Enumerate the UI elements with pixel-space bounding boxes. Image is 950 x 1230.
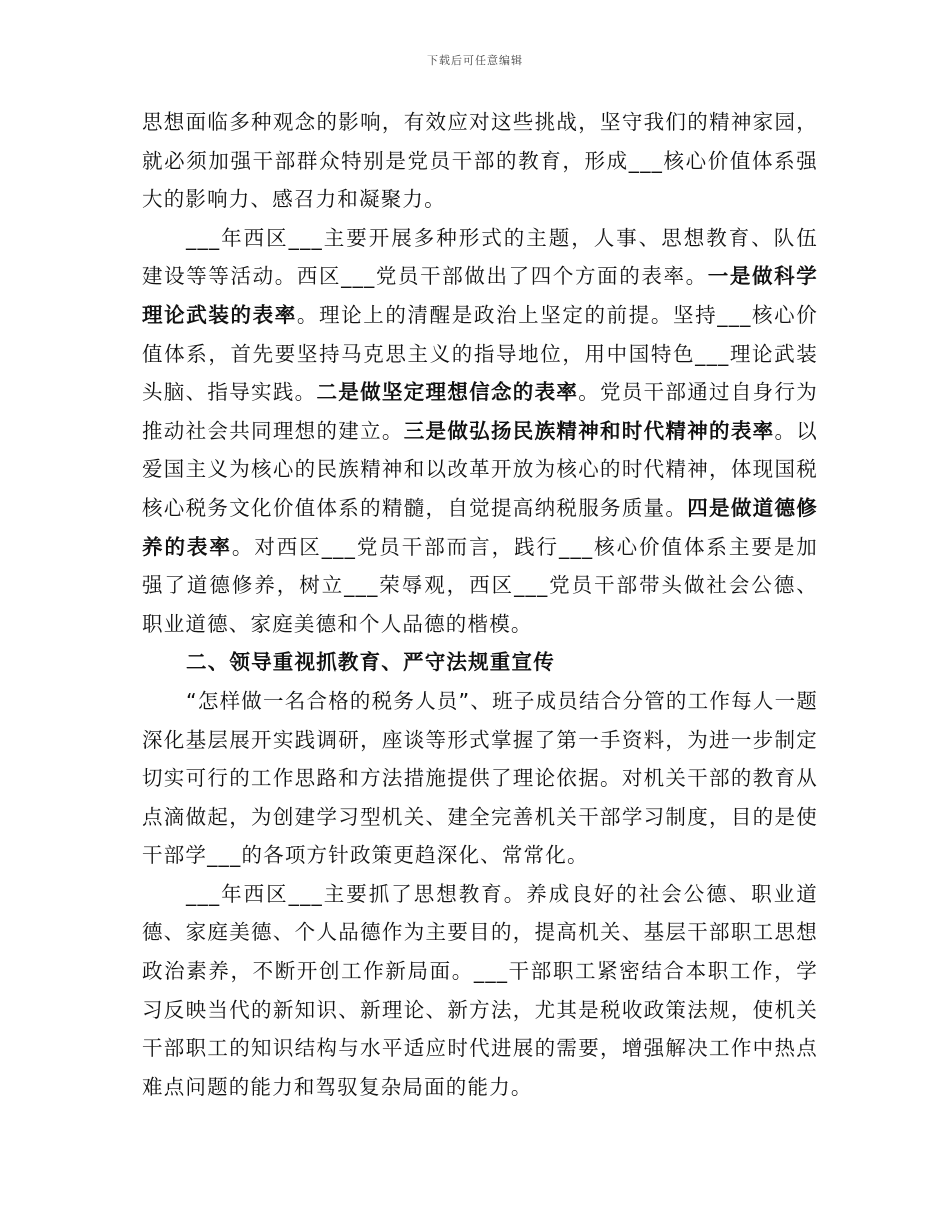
paragraph-3: “怎样做一名合格的税务人员”、班子成员结合分管的工作每人一题深化基层展开实践调研，座谈等形式掌握了第一手资料，为进一步制定切实可行的工作思路和方法措施提供了理论依据。对机关干部的教育从点滴做起，为创建学习型机关、建全完善机关干部学习制度，目的是使干部学___的各项方针政策更趋深化、常常化。 [142,688,818,868]
paragraph-2-bold-2: 二是做坚定理想信念的表率 [316,380,579,405]
paragraph-4: ___年西区___主要抓了思想教育。养成良好的社会公德、职业道德、家庭美德、个人品德作为主要目的，提高机关、基层干部职工思想政治素养，不断开创工作新局面。___干部职工紧密结合本职工作，学习反映当代的新知识、新理论、新方法，尤其是税收政策法规，使机关干部职工的知识结构与水平适应时代进展的需要，增强解决工作中热点难点问题的能力和驾驭复杂局面的能力。 [142,881,818,1099]
paragraph-1: 思想面临多种观念的影响，有效应对这些挑战，坚守我们的精神家园，就必须加强干部群众特别是党员干部的教育，形成___核心价值体系强大的影响力、感召力和凝聚力。 [142,110,818,212]
paragraph-2-text-3: 。党员干部通过自身行为推动社会共同理想的建立。 [142,380,818,443]
paragraph-2-text-2: 。理论上的清醒是政治上坚定的前提。坚持___核心价值体系，首先要坚持马克思主义的指导地位，用中国特色___理论武装头脑、指导实践。 [142,302,819,405]
paragraph-2-bold-1: 一是做科学理论武装的表率 [142,264,818,327]
paragraph-2 [142,219,818,644]
section-heading-2: 二、领导重视抓教育、严守法规重宣传 [186,650,555,675]
paragraph-2-text-4: 。以爱国主义为核心的民族精神和以改革开放为核心的时代精神，体现国税核心税务文化价值体系的精髓，自觉提高纳税服务质量。 [142,418,818,520]
paragraph-2-text-1: ___年西区___主要开展多种形式的主题，人事、思想教育、队伍建设等等活动。西区___党员干部做出了四个方面的表率。 [142,225,818,289]
paragraph-2-bold-4: 四是做道德修养的表率 [142,495,818,559]
document-body [142,103,818,1106]
paragraph-2-text-5: 。对西区___党员干部而言，践行___核心价值体系主要是加强了道德修养，树立___荣辱观，西区___党员干部带头做社会公德、职业道德、家庭美德和个人品德的楷模。 [142,534,818,636]
header-note: 下载后可任意编辑 [427,54,523,67]
paragraph-2-bold-3: 三是做弘扬民族精神和时代精神的表率 [403,418,775,443]
